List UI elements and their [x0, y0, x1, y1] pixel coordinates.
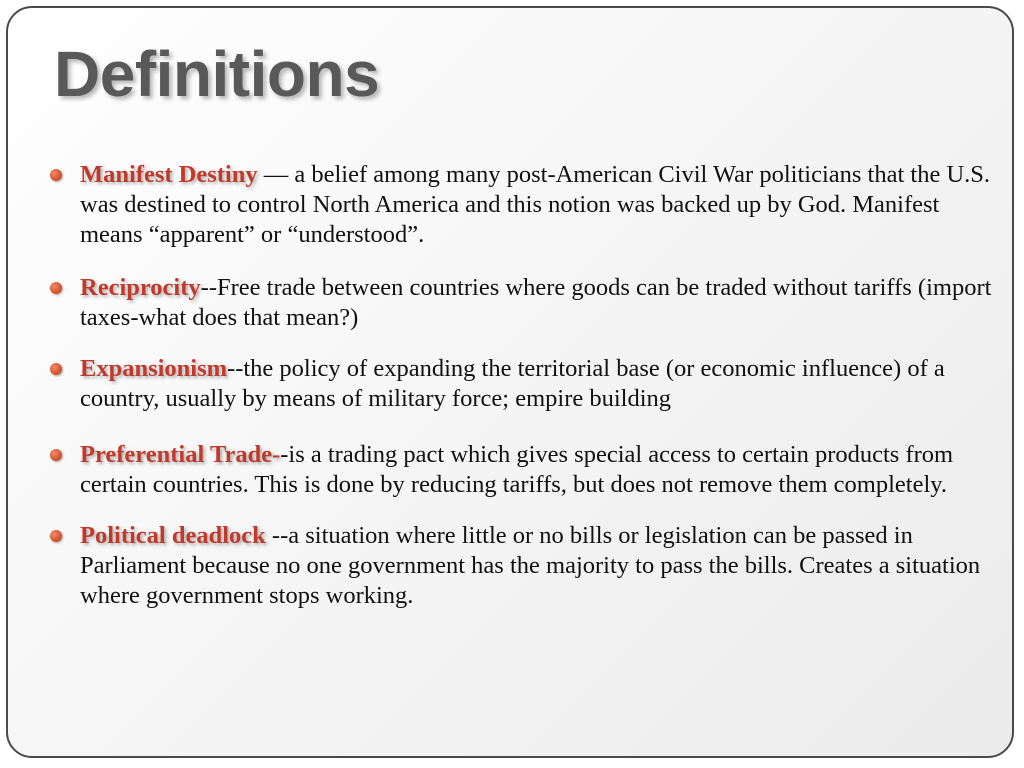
definition-list	[48, 160, 993, 632]
definition-term: Reciprocity	[80, 274, 201, 301]
definition-item-manifest-destiny	[48, 160, 993, 250]
page-title: Definitions	[54, 38, 380, 110]
bullet-icon	[50, 530, 62, 542]
definition-term: Expansionism	[80, 355, 228, 382]
definition-item-preferential-trade	[48, 440, 993, 500]
definition-term: Manifest Destiny	[80, 161, 258, 188]
definition-text: — a belief among many post-American Civil War politicians that the U.S. was destined to control North America and this notion was backed up by God. Manifest means “apparent” or “understood”.	[80, 161, 991, 248]
definition-term: Preferential Trade-	[80, 441, 281, 468]
bullet-icon	[50, 169, 62, 181]
definition-text: --Free trade between countries where goods can be traded without tariffs (import taxes-what does that mean?)	[80, 274, 992, 331]
definition-item-expansionism	[48, 354, 993, 414]
definition-text: --the policy of expanding the territorial base (or economic influence) of a country, usually by means of military force; empire building	[80, 355, 945, 412]
bullet-icon	[50, 363, 62, 375]
definition-item-reciprocity	[48, 273, 993, 333]
definition-text: --a situation where little or no bills or legislation can be passed in Parliament because no one government has the majority to pass the bills. Creates a situation where government stops working.	[80, 522, 981, 609]
definition-term: Political deadlock	[80, 522, 266, 549]
definition-item-political-deadlock	[48, 521, 993, 611]
bullet-icon	[50, 282, 62, 294]
definition-text: -is a trading pact which gives special access to certain products from certain countries. This is done by reducing tariffs, but does not remove them completely.	[80, 441, 954, 498]
bullet-icon	[50, 449, 62, 461]
slide	[6, 6, 1014, 758]
